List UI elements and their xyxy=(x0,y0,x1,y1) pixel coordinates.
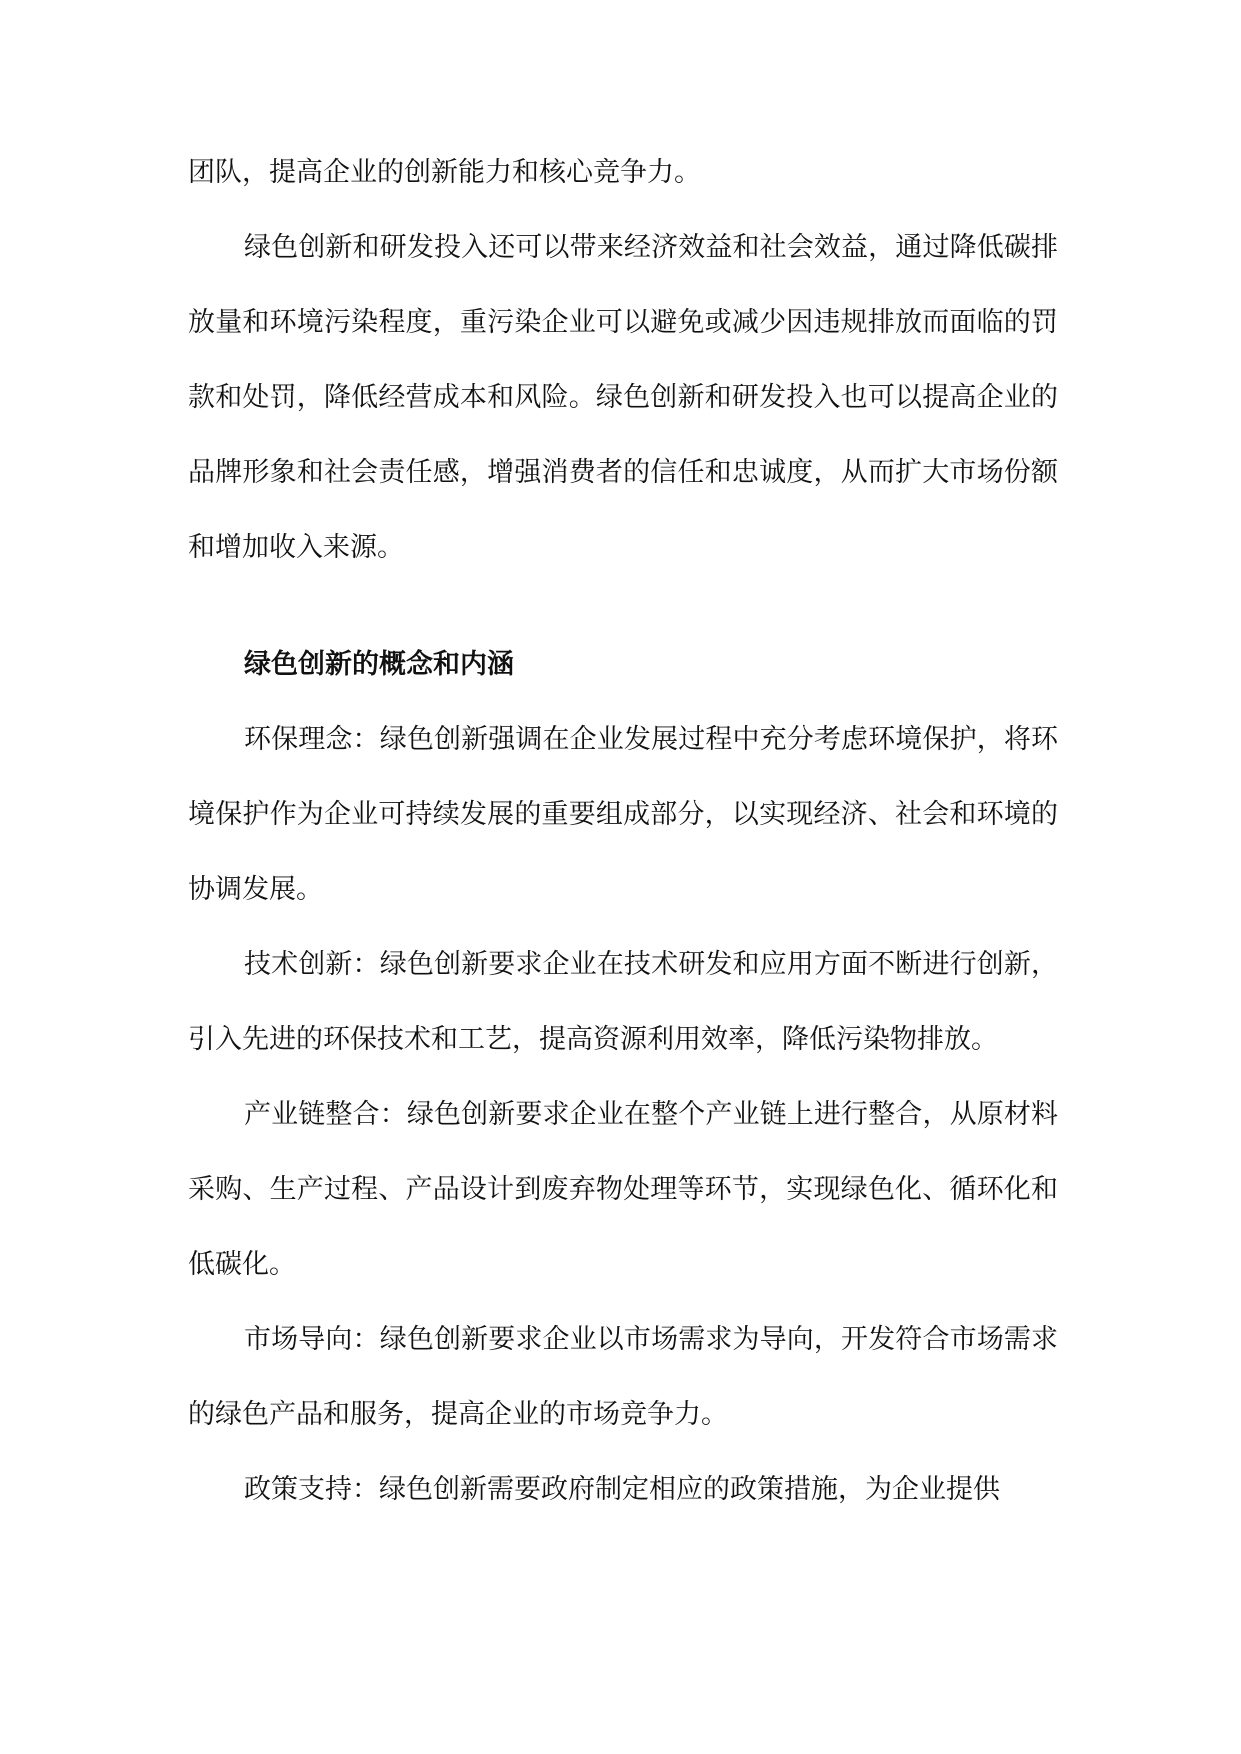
paragraph-market-orientation: 市场导向：绿色创新要求企业以市场需求为导向，开发符合市场需求的绿色产品和服务，提高企业的市场竞争力。 xyxy=(188,1324,1058,1430)
section-heading: 绿色创新的概念和内涵 xyxy=(244,649,514,680)
document-body xyxy=(188,135,1058,1527)
paragraph-continuation: 团队，提高企业的创新能力和核心竞争力。 xyxy=(188,157,701,188)
paragraph-industry-chain: 产业链整合：绿色创新要求企业在整个产业链上进行整合，从原材料采购、生产过程、产品设计到废弃物处理等环节，实现绿色化、循环化和低碳化。 xyxy=(188,1099,1058,1280)
paragraph-environmental-concept: 环保理念：绿色创新强调在企业发展过程中充分考虑环境保护，将环境保护作为企业可持续发展的重要组成部分，以实现经济、社会和环境的协调发展。 xyxy=(188,724,1058,905)
paragraph-benefits: 绿色创新和研发投入还可以带来经济效益和社会效益，通过降低碳排放量和环境污染程度，重污染企业可以避免或减少因违规排放而面临的罚款和处罚，降低经营成本和风险。绿色创新和研发投入也可以提高企业的品牌形象和社会责任感，增强消费者的信任和忠诚度，从而扩大市场份额和增加收入来源。 xyxy=(188,232,1058,563)
paragraph-policy-support: 政策支持：绿色创新需要政府制定相应的政策措施，为企业提供 xyxy=(244,1474,1000,1505)
paragraph-technical-innovation: 技术创新：绿色创新要求企业在技术研发和应用方面不断进行创新，引入先进的环保技术和工艺，提高资源利用效率，降低污染物排放。 xyxy=(188,949,1058,1055)
